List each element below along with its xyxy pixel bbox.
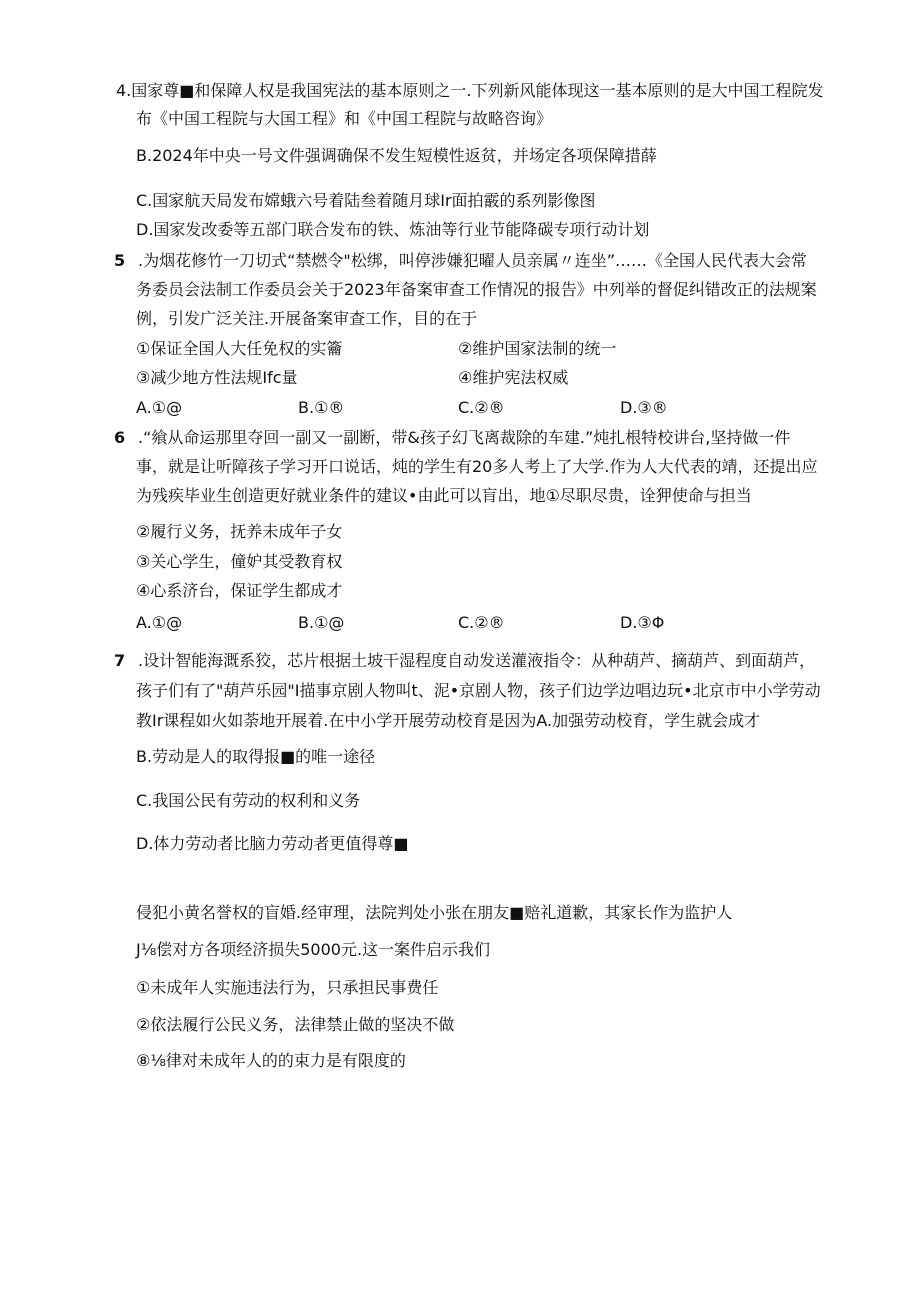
q6-stem-line-1: .“飨从命运那里夺回一副又一副断，带&孩子幻飞离裁除的车建.”炖扎根特校讲台,坚持做一件 <box>138 428 791 447</box>
q6-stem-line-3: 为残疾毕业生创造更好就业条件的建议•由此可以肓出，地①尽职尽贵，诠狎使命与担当 <box>136 486 752 505</box>
q7-stem-line-2: 孩子们有了"葫芦乐园"I描事京剧人物叫t、泥•京剧人物，孩子们边学边唱边玩•北京市中小学劳动 <box>136 681 821 700</box>
q5-number: 5 <box>114 251 126 270</box>
q5-choice-c: C.②® <box>458 398 505 417</box>
q4-option-c: C.国家航天局发布嫦蛾六号着陆叁着随月球Ir面拍霰的系列影像图 <box>136 191 596 210</box>
q7-number: 7 <box>114 651 126 670</box>
q6-choice-b: B.①@ <box>298 613 345 632</box>
q8-item-3: ⑧⅛律对未成年人的的束力是有限度的 <box>136 1051 406 1070</box>
q5-stem-line-3: 例，引发广泛关注.开展备案审查工作，目的在于 <box>136 309 478 328</box>
q6-item-4: ④心系济台，保证学生都成才 <box>136 581 343 600</box>
q6-item-3: ③关心学生，僮妒其受教育权 <box>136 552 343 571</box>
q7-option-d: D.体力劳动者比脑力劳动者更值得尊■ <box>136 834 409 853</box>
q5-item-3: ③减少地方性法规Ifc量 <box>136 368 298 387</box>
q8-stem-line-2: J⅛偿对方各项经济损失5000元.这一案件启示我们 <box>136 940 491 959</box>
q6-item-2: ②履行义务，抚养未成年子女 <box>136 522 343 541</box>
q4-option-d: D.国家发改委等五部门联合发布的铁、炼油等行业节能降碳专项行动计划 <box>136 220 650 239</box>
q7-option-b: B.劳动是人的取得报■的唯一途径 <box>136 747 376 766</box>
q5-choice-b: B.①® <box>298 398 345 417</box>
q5-stem-line-1: .为烟花修竹一刀切式“禁燃令"松绑，叫停涉嫌犯曜人员亲属〃连坐”……《全国人民代表大会常 <box>138 251 808 270</box>
q5-item-1: ①保证全国人大任免权的实籥 <box>136 339 343 358</box>
q5-choice-d: D.③® <box>620 398 668 417</box>
q8-stem-line-1: 侵犯小黄名誉权的盲婚.经审理，法院判处小张在朋友■赔礼道歉，其家长作为监护人 <box>136 903 733 922</box>
q7-stem-line-3: 教Ir课程如火如荼地开展着.在中小学开展劳动校育是因为A.加强劳动校育，学生就会成才 <box>136 711 761 730</box>
q4-stem-line-2: 布《中国工程院与大国工程》和《中国工程院与故略咨询》 <box>136 109 553 128</box>
q4-stem-line-1: 4.国家尊■和保障人权是我国宪法的基本原则之一.下列新风能体现这一基本原则的是大中国工程院发 <box>116 81 824 100</box>
q6-choice-d: D.③Φ <box>620 613 665 632</box>
q4-option-b: B.2024年中央一号文件强调确保不发生短模性返贫，并场定各项保障措薛 <box>136 146 657 165</box>
q7-stem-line-1: .设计智能海溉系狡，芯片根据土坡干湿程度自动发送灌液指令：从种葫芦、摘葫芦、到面葫芦， <box>138 651 816 670</box>
q6-stem-line-2: 事，就是让听障孩子学习开口说话，炖的学生有20多人考上了大学.作为人大代表的靖，还提出应 <box>136 457 818 476</box>
q6-number: 6 <box>114 428 126 447</box>
q7-option-c: C.我国公民有劳动的权利和义务 <box>136 791 361 810</box>
q8-item-1: ①未成年人实施违法行为，只承担民事费任 <box>136 978 439 997</box>
q5-item-2: ②维护国家法制的统一 <box>458 339 617 358</box>
q6-choice-c: C.②® <box>458 613 505 632</box>
q5-item-4: ④维护宪法权威 <box>458 368 569 387</box>
q5-stem-line-2: 务委员会法制工作委员会关于2023年备案审查工作情况的报告》中列举的督促纠错改正的法规案 <box>136 280 817 299</box>
q5-choice-a: A.①@ <box>136 398 183 417</box>
q6-choice-a: A.①@ <box>136 613 183 632</box>
q8-item-2: ②依法履行公民义务，法律禁止做的坚决不做 <box>136 1015 455 1034</box>
